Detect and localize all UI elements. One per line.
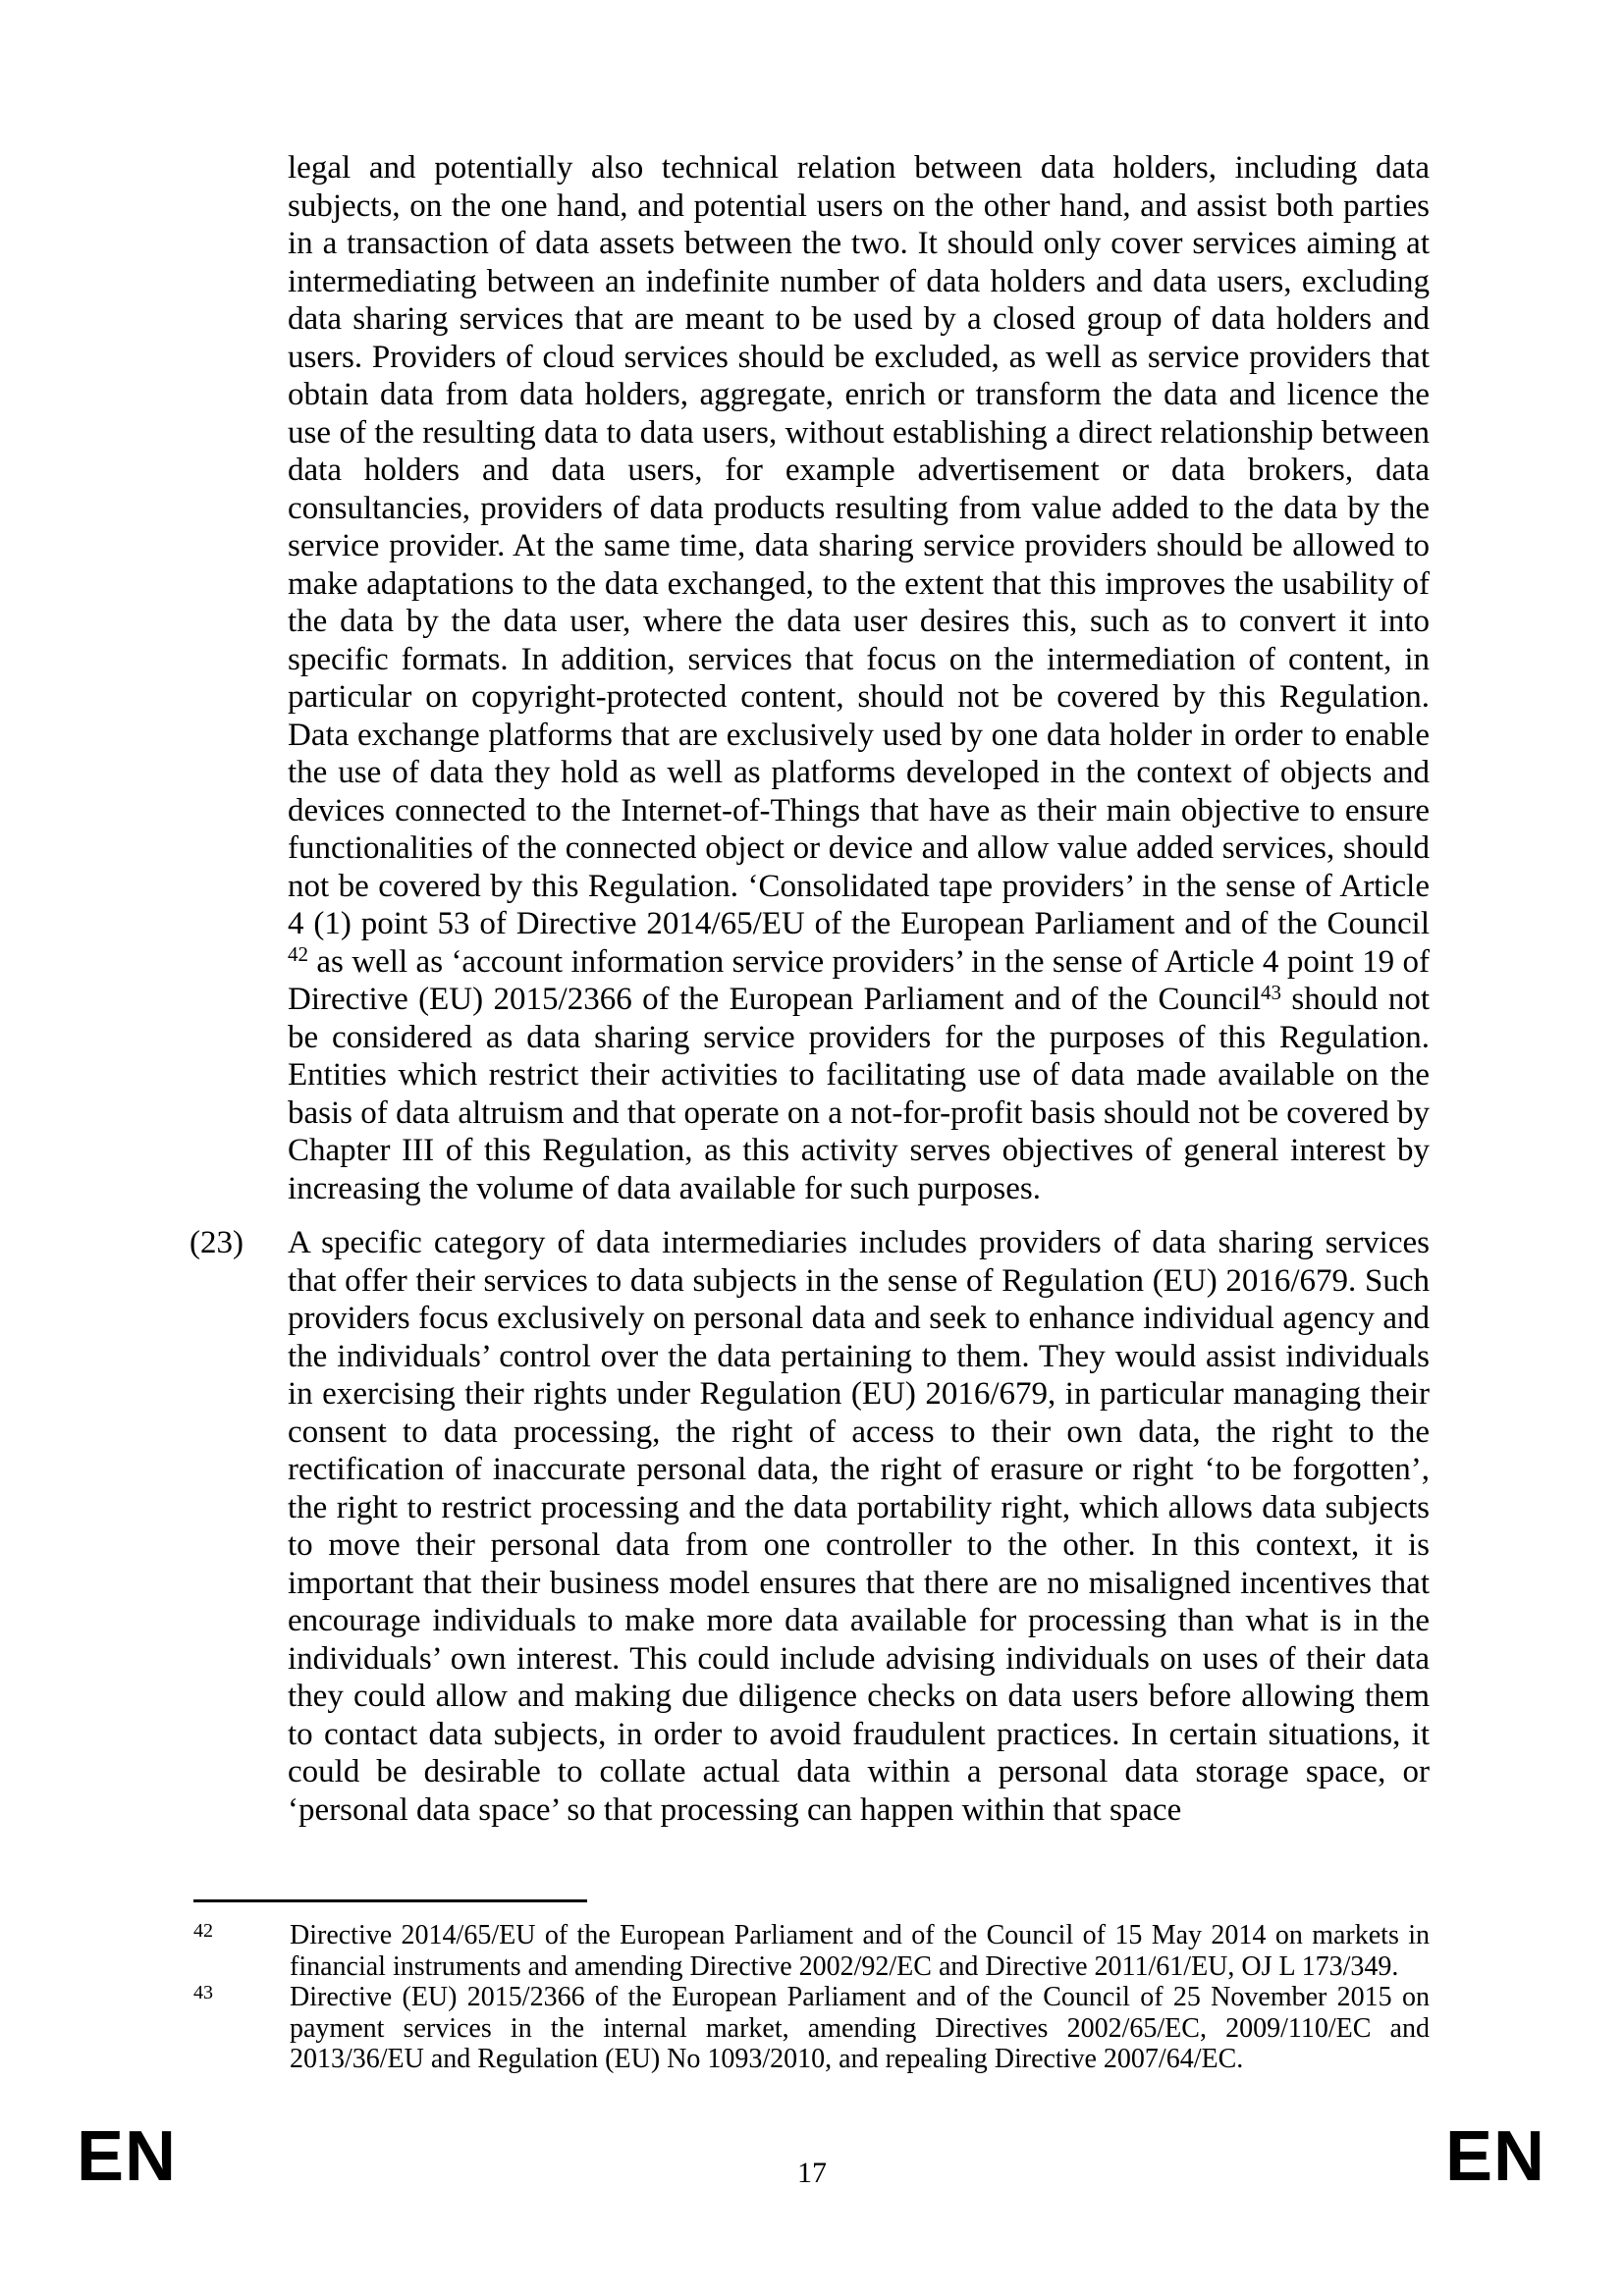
footnote-43-text: Directive (EU) 2015/2366 of the European Parliament and of the Council of 25 November 2015 on payment services in the internal market, amending Directives 2002/65/EC, 2009/110/EC and 2013/36/EU and Regulation (EU) No 1093/2010, and repealing Directive 2007/64/EC. xyxy=(290,1982,1430,2074)
footnote-43 xyxy=(193,1982,1430,2075)
footnote-separator xyxy=(193,1899,587,1902)
footnote-42 xyxy=(193,1920,1430,1982)
recital-22-text-after-refs: should not be considered as data sharing service providers for the purposes of this Regulation. Entities which restrict their activities to facilitating use of data made available on the basis of data altruism and that operate on a not-for-profit basis should not be covered by Chapter III of this Regulation, as this activity serves objectives of general interest by increasing the volume of data available for such purposes. xyxy=(288,982,1430,1206)
footnote-marker-42: 42 xyxy=(193,1920,213,1942)
recital-22-continuation-paragraph xyxy=(288,149,1430,1207)
page-number: 17 xyxy=(797,2157,827,2189)
recital-23-paragraph xyxy=(189,1224,1430,1829)
recital-22-text-between-refs: as well as ‘account information service providers’ in the sense of Article 4 point 19 of Directive (EU) 2015/2366 of the European Parliament and of the Council xyxy=(288,943,1430,1017)
recital-22-text-before-ref42: legal and potentially also technical relation between data holders, including data subjects, on the one hand, and potential users on the other hand, and assist both parties in a transaction of data assets between the two. It should only cover services aiming at intermediating between an indefinite number of data holders and data users, excluding data sharing services that are meant to be used by a closed group of data holders and users. Providers of cloud services should be excluded, as well as service providers that obtain data from data holders, aggregate, enrich or transform the data and licence the use of the resulting data to data users, without establishing a direct relationship between data holders and data users, for example advertisement or data brokers, data consultancies, providers of data products resulting from value added to the data by the service provider. At the same time, data sharing service providers should be allowed to make adaptations to the data exchanged, to the extent that this improves the usability of the data by the data user, where the data user desires this, such as to convert it into specific formats. In addition, services that focus on the intermediation of content, in particular on copyright-protected content, should not be covered by this Regulation. Data exchange platforms that are exclusively used by one data holder in order to enable the use of data they hold as well as platforms developed in the context of objects and devices connected to the Internet-of-Things that have as their main objective to ensure functionalities of the connected object or device and allow value added services, should not be covered by this Regulation. ‘Consolidated tape providers’ in the sense of Article 4 (1) point 53 of Directive 2014/65/EU of the European Parliament and of the Council xyxy=(288,150,1430,941)
footnote-42-text: Directive 2014/65/EU of the European Parliament and of the Council of 15 May 2014 on markets in financial instruments and amending Directive 2002/92/EC and Directive 2011/61/EU, OJ L 173/349. xyxy=(290,1920,1430,1982)
page-body xyxy=(189,149,1430,1829)
language-code-right: EN xyxy=(1444,2117,1545,2196)
recital-23-number: (23) xyxy=(189,1225,244,1260)
language-code-left: EN xyxy=(77,2117,178,2196)
footnotes-section xyxy=(193,1899,1430,2075)
footnote-ref-42: 42 xyxy=(288,942,308,966)
footnote-ref-43: 43 xyxy=(1261,980,1282,1004)
footnote-marker-43: 43 xyxy=(193,1982,213,2003)
recital-23-text: A specific category of data intermediaries includes providers of data sharing services that offer their services to data subjects in the sense of Regulation (EU) 2016/679. Such providers focus exclusively on personal data and seek to enhance individual agency and the individuals’ control over the data pertaining to them. They would assist individuals in exercising their rights under Regulation (EU) 2016/679, in particular managing their consent to data processing, the right of access to their own data, the right to the rectification of inaccurate personal data, the right of erasure or right ‘to be forgotten’, the right to restrict processing and the data portability right, which allows data subjects to move their personal data from one controller to the other. In this context, it is important that their business model ensures that there are no misaligned incentives that encourage individuals to make more data available for processing than what is in the individuals’ own interest. This could include advising individuals on uses of their data they could allow and making due diligence checks on data users before allowing them to contact data subjects, in order to avoid fraudulent practices. In certain situations, it could be desirable to collate actual data within a personal data storage space, or ‘personal data space’ so that processing can happen within that space xyxy=(288,1225,1430,1828)
